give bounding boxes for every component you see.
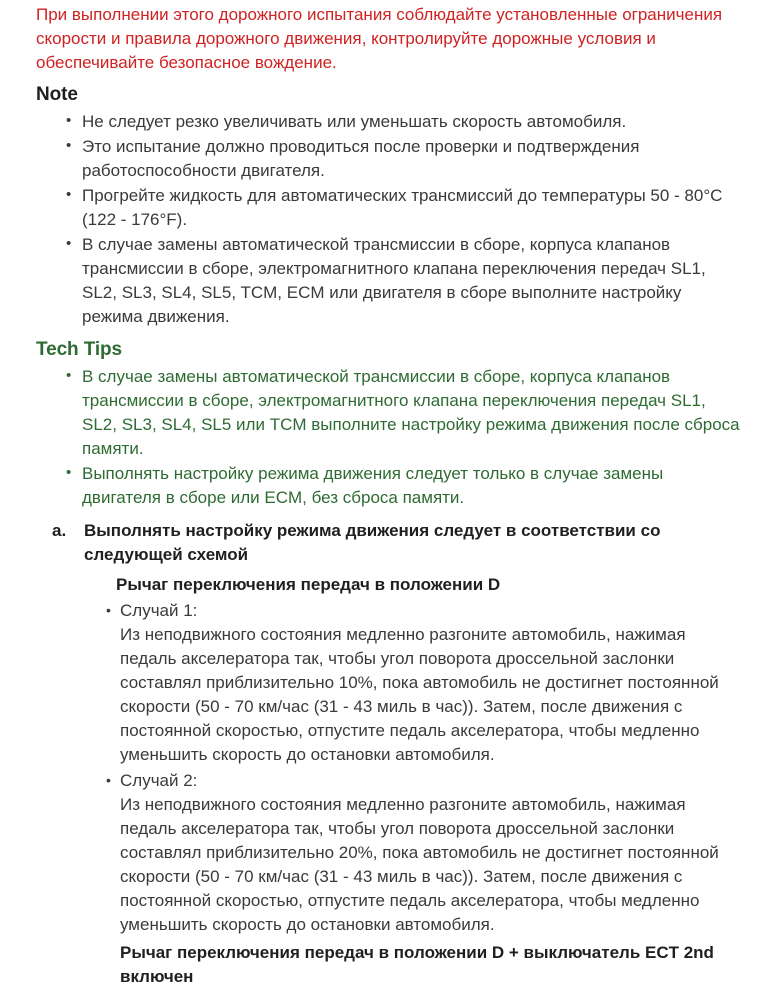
gear-position-d-subheading: Рычаг переключения передач в положении D (116, 575, 501, 594)
tech-tips-list (36, 365, 745, 510)
list-item: • Выполнять настройку режима движения следует только в случае замены двигателя в сборе или ECM, без сброса памяти. (66, 462, 745, 510)
list-item: • В случае замены автоматической трансмиссии в сборе, корпуса клапанов трансмиссии в сборе, электромагнитного клапана переключения передач SL1, SL2, SL3, SL4, SL5, TCM, ECM или двигателя в сборе выполните настройку режима движения. (66, 233, 745, 329)
case-label: Случай 1: (120, 601, 198, 620)
procedure-step-list (36, 519, 745, 989)
list-item: • Прогрейте жидкость для автоматических трансмиссий до температуры 50 - 80°C (122 - 176°F). (66, 184, 745, 232)
case-item-1 (106, 599, 745, 767)
tech-tips-heading: Tech Tips (36, 339, 123, 360)
safety-warning-text: При выполнении этого дорожного испытания соблюдайте установленные ограничения скорости и правила дорожного движения, контролируйте дорожные условия и обеспечивайте безопасное вождение. (36, 5, 723, 72)
list-item: • Это испытание должно проводиться после проверки и подтверждения работоспособности двигателя. (66, 135, 745, 183)
step-text: Выполнять настройку режима движения следует в соответствии со следующей схемой (84, 521, 661, 564)
note-heading: Note (36, 84, 78, 105)
case-body: Из неподвижного состояния медленно разгоните автомобиль, нажимая педаль акселератора так, чтобы угол поворота дроссельной заслонки составлял приблизительно 10%, пока автомобиль не достигнет постоянной скорости (50 - 70 км/час (31 - 43 миль в час)). Затем, после движения с постоянной скоростью, отпустите педаль акселератора, чтобы медленно уменьшить скорость до остановки автомобиля. (120, 625, 719, 764)
note-list (36, 110, 745, 329)
gear-position-d-ect2nd-subheading: Рычаг переключения передач в положении D + выключатель ECT 2nd включен (120, 943, 714, 986)
case-label: Случай 2: (120, 771, 198, 790)
procedure-step-a (52, 519, 745, 989)
case-list (84, 599, 745, 989)
list-item: • Не следует резко увеличивать или уменьшать скорость автомобиля. (66, 110, 745, 134)
case-item-2 (106, 769, 745, 989)
case-body: Из неподвижного состояния медленно разгоните автомобиль, нажимая педаль акселератора так, чтобы угол поворота дроссельной заслонки составлял приблизительно 20%, пока автомобиль не достигнет постоянной скорости (50 - 70 км/час (31 - 43 миль в час)). Затем, после движения с постоянной скоростью, отпустите педаль акселератора, чтобы медленно уменьшить скорость до остановки автомобиля. (120, 795, 719, 934)
list-item: • В случае замены автоматической трансмиссии в сборе, корпуса клапанов трансмиссии в сборе, электромагнитного клапана переключения передач SL1, SL2, SL3, SL4, SL5 или TCM выполните настройку режима движения после сброса памяти. (66, 365, 745, 461)
step-marker: a. (52, 521, 67, 540)
